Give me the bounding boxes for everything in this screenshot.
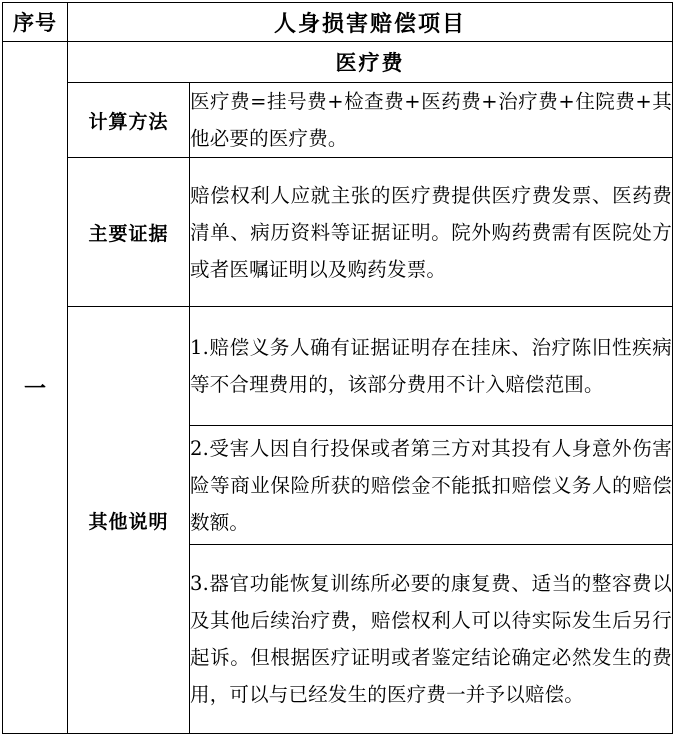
row-text-other-note-2: 2.受害人因自行投保或者第三方对其投有人身意外伤害险等商业保险所获的赔偿金不能抵扣赔偿义务人的赔偿数额。 — [190, 426, 673, 545]
row-text-calculation-method: 医疗费=挂号费+检查费+医药费+治疗费+住院费+其他必要的医疗费。 — [190, 83, 673, 158]
section-title-row — [3, 42, 673, 83]
page-title: 人身损害赔偿项目 — [68, 3, 673, 42]
row-text-other-note-1: 1.赔偿义务人确有证据证明存在挂床、治疗陈旧性疾病等不合理费用的，该部分费用不计入赔偿范围。 — [190, 307, 673, 426]
compensation-items-table — [2, 2, 673, 734]
row-text-main-evidence: 赔偿权利人应就主张的医疗费提供医疗费发票、医药费清单、病历资料等证据证明。院外购药费需有医院处方或者医嘱证明以及购药发票。 — [190, 158, 673, 307]
section-name: 医疗费 — [68, 42, 673, 83]
row-label-main-evidence: 主要证据 — [68, 158, 190, 307]
section-index: 一 — [3, 42, 68, 734]
table-header-row — [3, 3, 673, 42]
table-row — [3, 158, 673, 307]
row-label-calculation-method: 计算方法 — [68, 83, 190, 158]
header-index-column: 序号 — [3, 3, 68, 42]
table-row — [3, 83, 673, 158]
row-label-other-notes: 其他说明 — [68, 307, 190, 734]
table-row — [3, 307, 673, 426]
row-text-other-note-3: 3.器官功能恢复训练所必要的康复费、适当的整容费以及其他后续治疗费，赔偿权利人可以待实际发生后另行起诉。但根据医疗证明或者鉴定结论确定必然发生的费用，可以与已经发生的医疗费一并予以赔偿。 — [190, 545, 673, 734]
